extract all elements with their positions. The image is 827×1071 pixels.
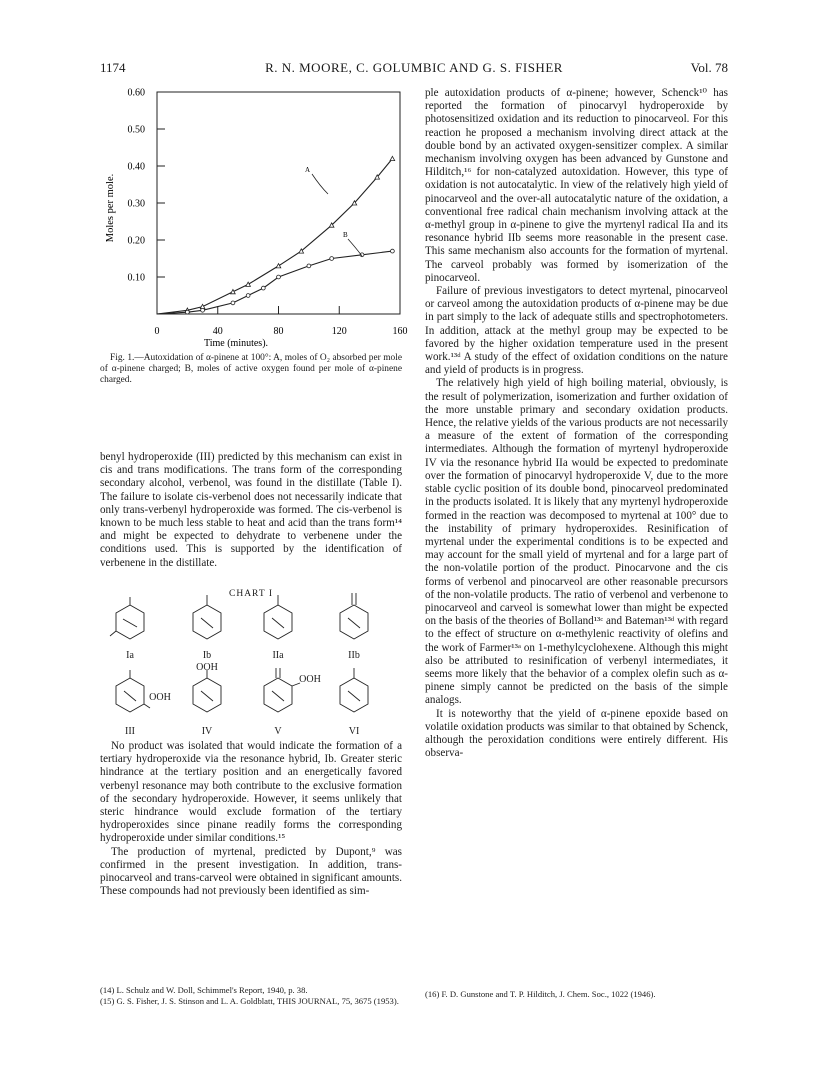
label-vi: VI bbox=[348, 726, 360, 737]
data-point-a bbox=[231, 290, 236, 294]
ooh-label-iv: OOH bbox=[196, 662, 218, 673]
y-tick-label: 0.60 bbox=[127, 87, 145, 99]
plot-frame bbox=[157, 92, 400, 314]
y-tick-label: 0.30 bbox=[127, 198, 145, 210]
right-paragraph-4: It is noteworthy that the yield of α-pinene epoxide based on volatile oxidation products was similar to that obtained by Schenck, although the peroxidation conditions were entirely different. His observa- bbox=[425, 707, 728, 760]
data-point-b bbox=[307, 264, 311, 268]
data-point-b bbox=[201, 308, 205, 312]
right-paragraph-1: ple autoxidation products of α-pinene; however, Schenck¹⁰ has reported the formation of pinocarvyl hydroperoxide by photosensitized oxidation and its reduction to pinocarveol. For this reaction he proposed a mechanism involving direct attack at the double bond by an activated oxygen-sensitizer complex. A similar mechanism involving oxygen has been advanced by Gunstone and Hilditch,¹⁶ for non-catalyzed autoxidation. However, this type of oxidation is not autocatalytic. In view of the relatively high yield of pinocarveol and the over-all autocatalytic nature of the oxidation, a conventional free radical chain mechanism involving attack at the α-methyl group in α-pinene to give the myrtenyl radical IIa and its resonance hybrid IIb seems more reasonable in the present case. This same mechanism also accounts for the formation of myrtenal. The carveol probably was formed by isomerization of the pinocarveol. bbox=[425, 87, 728, 284]
structure-ib bbox=[193, 595, 221, 639]
page-number: 1174 bbox=[100, 60, 126, 75]
left-paragraph-1: benyl hydroperoxide (III) predicted by this mechanism can exist in cis and trans modifications. The trans form of the corresponding secondary alcohol, verbenol, was found in the distillate (Table I). The failure to isolate cis-verbenol does not necessarily indicate that only trans-verbenyl hydroperoxide was formed. The cis-verbenol is known to be much less stable to heat and acid than the trans form¹⁴ and might be expected to dehydrate to verbenene under the conditions used. This is supported by the identification of verbenene in the distillate. bbox=[100, 451, 402, 569]
label-ib: Ib bbox=[202, 650, 212, 661]
structure-iib bbox=[340, 593, 368, 639]
structure-labels bbox=[125, 650, 360, 737]
label-iii: III bbox=[125, 726, 135, 737]
data-point-b bbox=[277, 275, 281, 279]
x-tick-label: 40 bbox=[212, 326, 223, 337]
page-header bbox=[100, 60, 728, 78]
y-tick-label: 0.50 bbox=[127, 124, 145, 136]
label-ia: Ia bbox=[126, 650, 134, 661]
x-tick-label: 160 bbox=[392, 326, 408, 337]
x-axis-label: Time (minutes). bbox=[203, 338, 269, 349]
label-iib: IIb bbox=[348, 650, 360, 661]
y-tick-label: 0.10 bbox=[127, 272, 145, 284]
structure-iii bbox=[116, 670, 150, 712]
data-point-a bbox=[246, 282, 251, 286]
footnote-14: (14) L. Schulz and W. Doll, Schimmel's Report, 1940, p. 38. bbox=[100, 985, 308, 995]
data-point-b bbox=[261, 286, 265, 290]
data-point-b bbox=[330, 257, 334, 261]
y-tick-label: 0.40 bbox=[127, 161, 145, 173]
series-label-a: A bbox=[305, 166, 311, 174]
right-paragraph-2: Failure of previous investigators to detect myrtenal, pinocarveol or carveol among the autoxidation products of α-pinene may be due in part simply to the lack of adequate stills and spectrophotometers. In addition, attack at the methyl group may be expected to be favored by the higher oxidation temperature used in the present work.¹³ᵈ A study of the effect of oxidation conditions on the nature and yield of products is in progress. bbox=[425, 285, 728, 377]
chart-i-structures bbox=[100, 600, 402, 750]
figure-caption-text: Fig. 1.—Autoxidation of α-pinene at 100°: A, moles of O₂ absorbed per mole of α-pinene charged; B, moles of active oxygen found per mole of α-pinene charged. bbox=[100, 353, 402, 386]
pointer-b bbox=[348, 239, 362, 256]
structure-iia bbox=[264, 595, 292, 639]
left-footnotes bbox=[100, 985, 402, 1006]
label-iv: IV bbox=[201, 726, 213, 737]
data-point-b bbox=[185, 310, 189, 314]
series-line-a bbox=[157, 159, 392, 314]
series-label-b: B bbox=[343, 231, 348, 239]
pointer-a bbox=[312, 174, 328, 194]
y-axis-label: Moles per mole. bbox=[105, 173, 116, 243]
chart-series bbox=[157, 156, 395, 314]
chart-i-title: CHART I bbox=[229, 589, 273, 599]
data-point-b bbox=[246, 294, 250, 298]
volume-label: Vol. 78 bbox=[690, 60, 728, 75]
x-tick-label: 80 bbox=[273, 326, 284, 337]
figure-caption bbox=[100, 353, 402, 387]
structure-v bbox=[264, 668, 300, 712]
left-column bbox=[100, 451, 402, 570]
data-point-a bbox=[390, 156, 395, 160]
x-tick-label: 0 bbox=[154, 326, 160, 337]
label-iia: IIa bbox=[272, 650, 284, 661]
right-footnotes bbox=[425, 989, 728, 1000]
series-line-b bbox=[157, 251, 392, 314]
running-authors: R. N. MOORE, C. GOLUMBIC AND G. S. FISHER bbox=[265, 60, 563, 75]
right-column bbox=[425, 87, 728, 760]
left-column-lower bbox=[100, 740, 402, 898]
data-point-b bbox=[231, 301, 235, 305]
left-paragraph-3: The production of myrtenal, predicted by Dupont,⁹ was confirmed in the present investigation. In addition, trans-pinocarveol and trans-carveol were obtained in significant amounts. These compounds had not previously been identified as sim- bbox=[100, 845, 402, 898]
label-v: V bbox=[274, 726, 282, 737]
x-tick-label: 120 bbox=[331, 326, 347, 337]
footnote-15: (15) G. S. Fisher, J. S. Stinson and L. A. Goldblatt, THIS JOURNAL, 75, 3675 (1953). bbox=[100, 995, 399, 1006]
footnote-16: (16) F. D. Gunstone and T. P. Hilditch, J. Chem. Soc., 1022 (1946). bbox=[425, 989, 656, 999]
figure-1-chart bbox=[100, 87, 408, 350]
chart-ticks bbox=[128, 88, 408, 338]
structure-iv bbox=[193, 670, 221, 712]
ooh-label-iii: OOH bbox=[149, 692, 171, 703]
data-point-b bbox=[391, 249, 395, 253]
structure-vi bbox=[340, 668, 368, 712]
ooh-label-v: OOH bbox=[299, 674, 321, 685]
y-tick-label: 0.20 bbox=[127, 235, 145, 247]
left-paragraph-2: No product was isolated that would indicate the formation of a tertiary hydroperoxide via the resonance hybrid, Ib. Greater steric hindrance at the tertiary position and an energetically favored verbenyl resonance may both contribute to the exclusive formation of the secondary hydroperoxide. However, it seems unlikely that steric hindrance would exclude formation of the tertiary hydroperoxides since pinane readily forms the corresponding hydroperoxide under similar conditions.¹⁵ bbox=[100, 740, 402, 845]
right-paragraph-3: The relatively high yield of high boiling material, obviously, is the result of polymerization, isomerization and further oxidation of the more unstable primary and secondary oxidation products. Hence, the relative yields of the various products are not necessarily a measure of the extent of formation of the corresponding intermediates. Although the formation of myrtenyl hydroperoxide IV via the resonance hybrid IIa would be expected to predominate over the formation of pinocarvyl hydroperoxide V, due to the more stable cyclic position of its double bond, pinocarveol predominated in the products isolated. It is likely that any myrtenyl hydroperoxide formed in the reaction was decomposed to myrtenal at 100° due to the instability of primary hydroperoxides. Resinification of myrtenal under the experimental conditions is to be expected and may account for the small yield of myrtenal and for a large part of the non-volatile portion of the product. Pinocarvone and the cis forms of verbenol and pinocarveol are other reasonable precursors of the non-volatile products. The ratio of verbenol and verbenone to pinocarveol and carveol is somewhat lower than might be expected on the basis of the theories of Bolland¹³ᶜ and Bateman¹³ᵈ with regard to the effect of structure on α-methylenic reactivity of olefins and the work of Farmer¹³ᵃ on 1-methylcyclohexene. Although this might also be attributed to resinification of verbenyl intermediates, it seems more likely that the behavior of a complex olefin such as α-pinene simply cannot be predicted on the basis of the simple analogs. bbox=[425, 377, 728, 707]
structure-ia bbox=[110, 597, 144, 639]
